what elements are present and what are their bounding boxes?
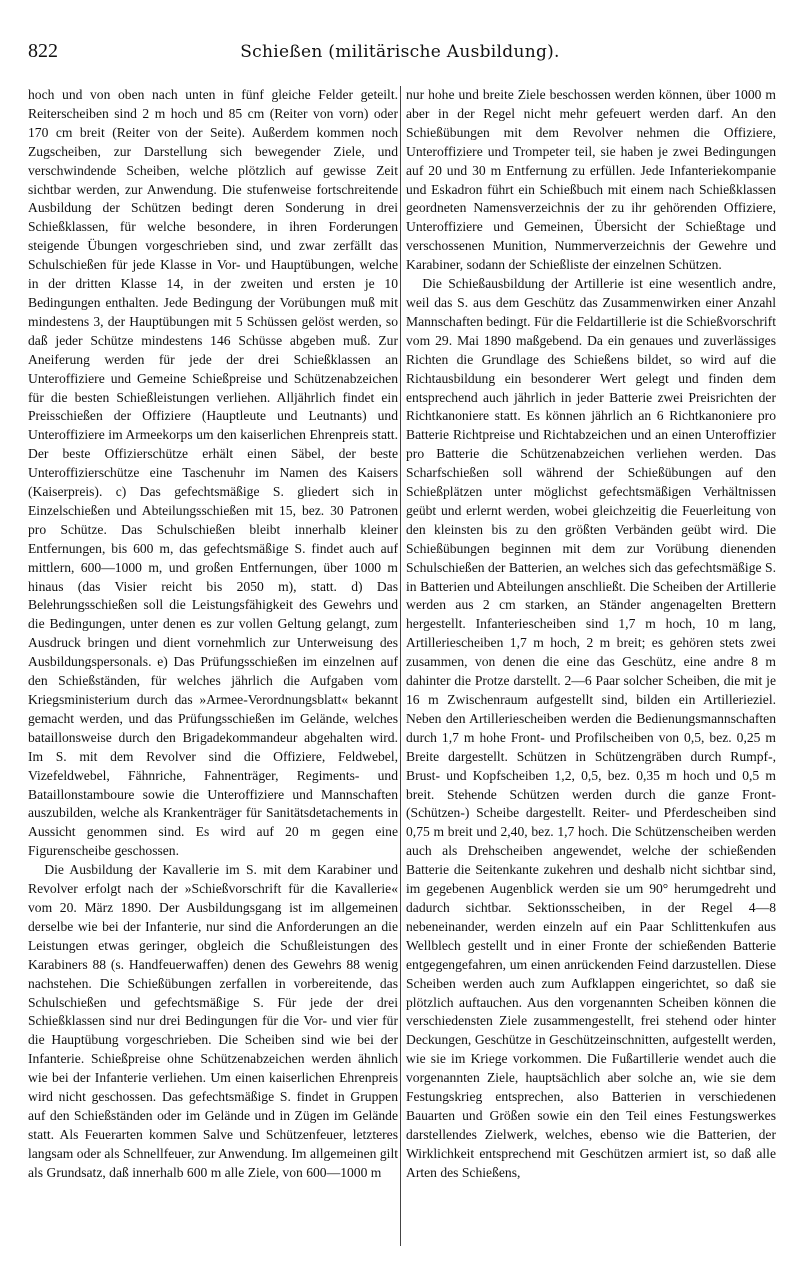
page-number: 822 — [28, 40, 58, 62]
left-column — [28, 86, 398, 1246]
paragraph: Die Schießausbildung der Artillerie ist eine wesentlich andre, weil das S. aus dem Geschütz das Zusammenwirken einer Anzahl Mannschaften bedingt. Für die Feldartillerie ist die Schießvorschrift vom 29. Mai 1890 maßgebend. Da ein genaues und zuverlässiges Richten die Grundlage des Schießens bildet, so wird auf die Richtausbildung ein besonderer Wert gelegt und finden dem entsprechend auch jährlich in jeder Batterie zwei Preisrichten der Richtkanoniere statt. Es können jährlich an 6 Richtkanoniere pro Batterie Richtpreise und Richtabzeichen und an einen Unteroffizier pro Batterie die Schützenabzeichen verliehen werden. Das Scharfschießen soll während der Schießübungen auf den Schießplätzen unter möglichst gefechtsmäßigen Verhältnissen geübt und erlernt werden, wobei gleichzeitig die Feuerleitung von den kleinsten bis zu den größten Verbänden geübt wird. Die Schießübungen beginnen mit dem zur Vorübung dienenden Schulschießen der Batterien, an welches sich das gefechtsmäßige S. in Batterien und Abteilungen anschließt. Die Scheiben der Artillerie werden aus 2 cm starken, an Ständer angenagelten Brettern hergestellt. Infanteriescheiben sind 1,7 m hoch, 10 m lang, Artilleriescheiben 1,7 m hoch, 2 m breit; es gehören stets zwei zusammen, von denen die eine das Geschütz, eine andre 8 m dahinter die Protze darstellt. 2—6 Paar solcher Scheiben, die mit je 16 m Zwischenraum aufgestellt sind, bilden ein Artillerieziel. Neben den Artilleriescheiben werden die Bedienungsmannschaften durch 1,7 m hohe Front- und Profilscheiben von 0,5, bez. 0,25 m Breite dargestellt. Schützen in Schützengräben durch Rumpf-, Brust- und Kopfscheiben 1,2, 0,5, bez. 0,35 m hoch und 0,5 m breit. Stehende Schützen werden durch die ganze Front- (Schützen-) Scheibe dargestellt. Reiter- und Pferdescheiben sind 0,75 m breit und 2,40, bez. 1,7 hoch. Die Schützenscheiben werden auch als Drehscheiben angewendet, welche der schießenden Batterie die Seitenkante zukehren und deshalb nicht sichtbar sind, im gegebenen Augenblick werden sie um 90° herumgedreht und dadurch sichtbar. Sektionsscheiben, in der Regel 4—8 nebeneinander, werden einzeln auf ein Paar Schlittenkufen aus Wellblech gestellt und in einer Fronte der schießenden Batterie entgegengefahren, um einen anrückenden Feind darzustellen. Diese Scheiben werden auch zum Aufklappen eingerichtet, so daß sie plötzlich auftauchen. Aus den vorgenannten Scheiben können die verschiedensten Ziele zusammengestellt, frei stehend oder hinter Deckungen, Geschütze in Geschützeinschnitten, aufgestellt werden, wie sie im Kriege vorkommen. Die Fußartillerie wendet auch die vorgenannten Ziele, hauptsächlich aber solche an, wie sie dem Festungskrieg entsprechen, also Batterien in verschiedenen Bauarten und Größen sowie ein den Teil eines Festungswerkes darstellendes Zielwerk, welches, ebenso wie die Batterien, der Wirklichkeit entsprechend mit Geschützen armiert ist, so daß alle Arten des Schießens, — [406, 276, 776, 1180]
page-header — [28, 40, 772, 68]
paragraph: nur hohe und breite Ziele beschossen werden können, über 1000 m aber in der Regel nicht mehr gefeuert werden darf. An den Schießübungen mit dem Revolver nehmen die Offiziere, Unteroffiziere und Trompeter teil, sie haben je zwei Bedingungen auf 20 und 30 m Entfernung zu erfüllen. Jede Infanteriekompanie und Eskadron führt ein Schießbuch mit einem nach Schießklassen geordneten Namensverzeichnis der zu ihr gehörenden Offiziere, Unteroffiziere und Gemeinen, Übersicht der Schießtage und verschossenen Munition, Nummerverzeichnis der Gewehre und Karabiner, sodann der Schießliste der einzelnen Schützen. — [406, 87, 776, 273]
running-head: Schießen (militärische Ausbildung). — [240, 42, 560, 62]
paragraph: Die Ausbildung der Kavallerie im S. mit dem Karabiner und Revolver erfolgt nach der »Schießvorschrift für die Kavallerie« vom 20. März 1890. Der Ausbildungsgang ist im allgemeinen derselbe wie bei der Infanterie, nur sind die Anforderungen an die Leistungen etwas geringer, obgleich die Schußleistungen des Karabiners 88 (s. Handfeuerwaffen) denen des Gewehrs 88 wenig nachstehen. Die Schießübungen zerfallen in vorbereitende, das Schulschießen und gefechtsmäßige S. Für jede der drei Schießklassen sind nur drei Bedingungen für die Vor- und vier für die Hauptübung vorgeschrieben. Die Scheiben sind wie bei der Infanterie. Schießpreise ohne Schützenabzeichen werden ähnlich wie bei der Infanterie verliehen. Um einen kaiserlichen Ehrenpreis wird nicht geschossen. Das gefechtsmäßige S. findet in Gruppen auf den Schießständen oder im Gelände und in Zügen im Gelände statt. Als Feuerarten kommen Salve und Schützenfeuer, letzteres langsam oder als Schnellfeuer, zur Anwendung. Im allgemeinen gilt als Grundsatz, daß innerhalb 600 m alle Ziele, von 600—1000 m — [28, 862, 398, 1180]
column-divider — [400, 86, 401, 1246]
paragraph: hoch und von oben nach unten in fünf gleiche Felder geteilt. Reiterscheiben sind 2 m hoch und 85 cm (Reiter von vorn) oder 170 cm breit (Reiter von der Seite). Außerdem kommen noch Zugscheiben, zur Darstellung sich bewegender Ziele, und verschwindende Scheiben, welche plötzlich auf gewisse Zeit sichtbar werden, zur Anwendung. Die stufenweise fortschreitende Ausbildung der Schützen bedingt deren Sonderung in drei Schießklassen, für welche besondere, in ihren Forderungen steigende Übungen vorgeschrieben sind, und zwar zerfällt das Schulschießen für jede Klasse in Vor- und Hauptübungen, welche in der dritten Klasse 14, in der zweiten und ersten je 10 Bedingungen enthalten. Jede Bedingung der Vorübungen muß mit mindestens 3, der Hauptübungen mit 5 Schüssen gelöst werden, so daß jeder Schütze mindestens 146 Schüsse abgeben muß. Zur Aneiferung werden für jede der drei Schießklassen an Unteroffiziere und Gemeine Schießpreise und Schützenabzeichen für die besten Schießleistungen verliehen. Alljährlich findet ein Preisschießen der Offiziere (Hauptleute und Leutnants) und Unteroffiziere im Armeekorps um den kaiserlichen Ehrenpreis statt. Der beste Offizierschütze erhält einen Säbel, der beste Unteroffizierschütze eine Taschenuhr im Namen des Kaisers (Kaiserpreis). c) Das gefechtsmäßige S. gliedert sich in Einzelschießen und Abteilungsschießen mit 15, bez. 30 Patronen pro Schütze. Das Schulschießen bleibt innerhalb kleiner Entfernungen, bis 600 m, das gefechtsmäßige S. findet auch auf mittlern, 600—1000 m, und großen Entfernungen, über 1000 m hinaus (das Visier reicht bis 2050 m), statt. d) Das Belehrungsschießen soll die Leistungsfähigkeit des Gewehrs und die Bedingungen, unter denen es zur vollen Geltung gelangt, zum Ausdruck bringen und dient vornehmlich zur Unterweisung des Ausbildungspersonals. e) Das Prüfungsschießen im einzelnen auf den Schießständen, für welches jährlich die Aufgaben vom Kriegsministerium durch das »Armee-Verordnungsblatt« bekannt gemacht werden, und das Prüfungsschießen im Gelände, welches bataillonsweise durch den Brigadekommandeur abgehalten wird. Im S. mit dem Revolver sind die Offiziere, Feldwebel, Vizefeldwebel, Fähnriche, Fahnenträger, Regiments- und Bataillonstamboure sowie die Unteroffiziere und Mannschaften auszubilden, welche als Krankenträger für Sanitätsdetachements in Aussicht genommen sind. Es wird auf 20 m gegen eine Figurenscheibe geschossen. — [28, 87, 398, 859]
right-column — [406, 86, 776, 1246]
